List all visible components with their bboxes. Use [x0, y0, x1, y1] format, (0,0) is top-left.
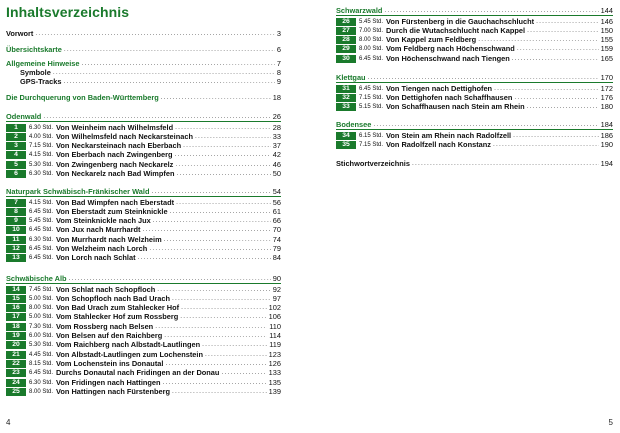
dot-leader [175, 161, 270, 169]
page-ref: 135 [268, 377, 281, 387]
page-ref: 150 [600, 25, 613, 35]
route-title: Von Kappel zum Feldberg [386, 35, 477, 45]
route-number-badge: 31 [336, 85, 356, 93]
route-title: Von Neckarelz nach Bad Wimpfen [56, 169, 175, 178]
page-ref: 184 [600, 119, 613, 129]
page-ref: 84 [272, 253, 281, 263]
route-number-badge: 29 [336, 45, 356, 53]
dot-leader [221, 369, 266, 377]
route-entry[interactable] [6, 170, 281, 179]
route-entry[interactable] [6, 294, 281, 303]
route-duration: 5.30 Std. [29, 161, 54, 168]
route-duration: 6.30 Std. [29, 171, 54, 177]
page-ref: 3 [276, 28, 281, 38]
index-label: Stichwortverzeichnis [336, 158, 410, 168]
route-number-badge: 34 [336, 132, 356, 140]
group-separator [6, 121, 281, 122]
dot-leader [180, 313, 266, 321]
page-ref: 190 [600, 139, 613, 149]
route-duration: 4.00 Std. [29, 133, 54, 140]
dot-leader [172, 295, 271, 303]
page-ref: 165 [600, 53, 613, 63]
dot-leader [164, 236, 271, 244]
route-title: Von Welzheim nach Lorch [56, 244, 148, 253]
route-number-badge: 28 [336, 36, 356, 44]
route-entry[interactable] [6, 207, 281, 216]
route-title: Von Zwingenberg nach Neckarelz [56, 159, 174, 169]
dot-leader [43, 113, 270, 121]
page-ref: 90 [272, 273, 281, 283]
route-entry[interactable] [336, 17, 613, 26]
route-title: Von Schlat nach Schopfloch [56, 284, 156, 294]
route-entry[interactable] [6, 235, 281, 244]
route-title: Von Eberstadt zum Steinknickle [56, 206, 168, 216]
route-duration: 8.15 Std. [29, 360, 54, 367]
route-number-badge: 11 [6, 236, 26, 244]
route-number-badge: 4 [6, 151, 26, 159]
route-entry[interactable] [336, 54, 613, 63]
dot-leader [155, 323, 267, 331]
entry-label: Symbole [20, 67, 51, 77]
dot-leader [153, 217, 271, 225]
page-ref: 28 [272, 122, 281, 132]
dot-leader [165, 360, 266, 368]
dot-leader [82, 60, 275, 68]
dot-leader [175, 124, 271, 132]
route-entry[interactable] [336, 45, 613, 54]
page-ref: 9 [276, 76, 281, 86]
route-title: Von Lorch nach Schlat [56, 253, 136, 263]
route-number-badge: 16 [6, 304, 26, 312]
route-entry[interactable] [6, 313, 281, 322]
route-title: Von Wilhelmsfeld nach Neckarsteinach [56, 131, 193, 141]
page-ref: 26 [272, 111, 281, 121]
toc-entry[interactable] [20, 68, 281, 77]
page-ref: 33 [272, 131, 281, 141]
page-ref: 61 [272, 206, 281, 216]
page-ref: 176 [600, 92, 613, 102]
dot-leader [172, 388, 267, 396]
route-title: Von Stein am Rhein nach Radolfzell [386, 130, 512, 140]
route-duration: 4.15 Std. [29, 199, 54, 206]
dot-leader [175, 151, 271, 159]
route-duration: 7.45 Std. [29, 286, 54, 293]
dot-leader [138, 254, 271, 262]
page-number-right: 5 [608, 418, 613, 427]
route-number-badge: 35 [336, 141, 356, 149]
toc-entry[interactable] [6, 93, 281, 102]
group-heading[interactable] [336, 6, 613, 15]
route-entry[interactable] [6, 304, 281, 313]
route-duration: 5.45 Std. [359, 18, 384, 25]
route-number-badge: 10 [6, 226, 26, 234]
right-page [310, 0, 620, 433]
route-duration: 6.30 Std. [29, 124, 54, 131]
route-entry[interactable] [6, 332, 281, 341]
dot-leader [64, 46, 275, 54]
route-number-badge: 8 [6, 208, 26, 216]
dot-leader [412, 160, 599, 168]
route-entry[interactable] [6, 123, 281, 132]
route-duration: 6.45 Std. [29, 227, 54, 234]
route-duration: 6.45 Std. [29, 255, 54, 262]
dot-leader [202, 341, 267, 349]
route-duration: 4.45 Std. [29, 351, 54, 358]
dot-leader [514, 94, 598, 102]
route-title: Von Eberbach nach Zwingenberg [56, 150, 173, 160]
route-title: Von Neckarsteinach nach Eberbach [56, 141, 182, 151]
route-title: Von Höchenschwand nach Tiengen [386, 53, 510, 63]
route-entry[interactable] [6, 387, 281, 396]
route-number-badge: 19 [6, 332, 26, 340]
route-entry[interactable] [6, 322, 281, 331]
route-number-badge: 2 [6, 133, 26, 141]
route-number-badge: 12 [6, 245, 26, 253]
route-title: Vom Stahlecker Hof zum Rossberg [56, 312, 179, 322]
group-name: Klettgau [336, 72, 366, 82]
route-number-badge: 22 [6, 360, 26, 368]
route-entry[interactable] [6, 217, 281, 226]
page-ref: 92 [272, 284, 281, 294]
page-ref: 123 [268, 349, 281, 359]
page-ref: 144 [600, 5, 613, 15]
page-ref: 146 [600, 16, 613, 26]
dot-leader [517, 45, 599, 53]
dot-leader [151, 188, 270, 196]
route-entry[interactable] [6, 341, 281, 350]
group-separator [336, 82, 613, 83]
dot-leader [181, 304, 267, 312]
page-ref: 186 [600, 130, 613, 140]
page-ref: 79 [272, 244, 281, 253]
page-ref: 74 [272, 234, 281, 244]
page-ref: 180 [600, 102, 613, 112]
dot-leader [176, 199, 271, 207]
page-ref: 54 [272, 186, 281, 196]
group-name: Schwarzwald [336, 5, 383, 15]
page-ref: 133 [268, 368, 281, 378]
route-number-badge: 27 [336, 27, 356, 35]
entry-label: Allgemeine Hinweise [6, 58, 80, 68]
route-entry[interactable] [6, 142, 281, 151]
route-number-badge: 23 [6, 369, 26, 377]
route-entry[interactable] [6, 378, 281, 387]
route-entry[interactable] [336, 103, 613, 112]
route-entry[interactable] [6, 198, 281, 207]
dot-leader [536, 18, 599, 26]
route-duration: 8.00 Std. [359, 46, 384, 53]
page-ref: 56 [272, 197, 281, 207]
page-ref: 102 [268, 303, 281, 313]
dot-leader [149, 245, 270, 253]
group-heading[interactable] [336, 73, 613, 82]
route-number-badge: 9 [6, 217, 26, 225]
route-duration: 6.30 Std. [29, 236, 54, 243]
route-title: Durch die Wutachschlucht nach Kappel [386, 25, 526, 35]
dot-leader [368, 74, 599, 82]
route-number-badge: 18 [6, 323, 26, 331]
group-heading[interactable] [336, 120, 613, 129]
group-heading[interactable] [6, 274, 281, 283]
route-duration: 8.00 Std. [29, 388, 54, 395]
page-ref: 126 [268, 358, 281, 368]
page-ref: 110 [269, 321, 281, 331]
route-title: Von Jux nach Murrhardt [56, 225, 141, 235]
route-title: Von Bad Wimpfen nach Eberstadt [56, 197, 175, 207]
route-number-badge: 21 [6, 351, 26, 359]
route-entry[interactable] [336, 131, 613, 140]
route-duration: 6.00 Std. [29, 333, 54, 339]
route-duration: 8.00 Std. [359, 37, 384, 44]
dot-leader [161, 94, 271, 102]
dot-leader [527, 27, 599, 35]
route-duration: 5.00 Std. [29, 295, 54, 302]
dot-leader [69, 275, 271, 283]
route-entry[interactable] [6, 245, 281, 254]
route-duration: 7.15 Std. [359, 94, 384, 101]
page-ref: 8 [276, 67, 281, 77]
group-name: Naturpark Schwäbisch-Fränkischer Wald [6, 186, 150, 196]
dot-leader [142, 226, 270, 234]
route-number-badge: 15 [6, 295, 26, 303]
route-entry[interactable] [6, 369, 281, 378]
route-number-badge: 5 [6, 161, 26, 169]
route-duration: 5.30 Std. [29, 342, 54, 349]
route-entry[interactable] [336, 93, 613, 102]
page-ref: 139 [268, 386, 281, 396]
dot-leader [164, 332, 267, 340]
toc-title: Inhaltsverzeichnis [6, 4, 130, 20]
page-ref: 159 [600, 44, 613, 54]
page-ref: 7 [276, 58, 281, 68]
dot-leader [195, 133, 271, 141]
route-number-badge: 13 [6, 254, 26, 262]
route-duration: 7.30 Std. [29, 323, 54, 330]
page-ref: 50 [272, 169, 281, 178]
dot-leader [64, 78, 275, 86]
route-title: Von Schaffhausen nach Stein am Rhein [386, 102, 525, 112]
route-number-badge: 1 [6, 124, 26, 132]
page-ref: 70 [272, 225, 281, 235]
dot-leader [176, 170, 270, 178]
page-ref: 6 [276, 44, 281, 54]
page-ref: 114 [269, 331, 281, 340]
group-heading[interactable] [6, 187, 281, 196]
route-entry[interactable] [336, 36, 613, 45]
route-entry[interactable] [6, 350, 281, 359]
page-ref: 155 [600, 35, 613, 45]
page-number-left: 4 [6, 418, 11, 427]
route-duration: 4.15 Std. [29, 152, 54, 159]
dot-leader [35, 30, 275, 38]
group-separator [336, 15, 613, 16]
route-number-badge: 24 [6, 379, 26, 387]
group-separator [336, 129, 613, 130]
dot-leader [205, 351, 267, 359]
route-duration: 6.45 Std. [29, 208, 54, 215]
route-title: Von Bad Urach zum Stahlecker Hof [56, 303, 180, 313]
route-entry[interactable] [6, 226, 281, 235]
dot-leader [53, 69, 275, 77]
route-title: Von Belsen auf den Raichberg [56, 331, 163, 340]
page-ref: 18 [272, 92, 281, 102]
route-title: Von Radolfzell nach Konstanz [386, 139, 491, 149]
route-duration: 6.30 Std. [29, 379, 54, 386]
route-duration: 7.15 Std. [359, 141, 384, 148]
toc-entry[interactable] [6, 29, 281, 38]
route-title: Vom Feldberg nach Höchenschwand [386, 44, 515, 54]
group-name: Odenwald [6, 111, 42, 121]
entry-label: Vorwort [6, 28, 34, 38]
route-entry[interactable] [336, 84, 613, 93]
dot-leader [170, 208, 271, 216]
route-entry[interactable] [6, 151, 281, 160]
route-number-badge: 17 [6, 313, 26, 321]
route-duration: 6.15 Std. [359, 132, 384, 139]
route-title: Von Weinheim nach Wilhelmsfeld [56, 122, 174, 132]
page-ref: 46 [272, 159, 281, 169]
dot-leader [494, 85, 599, 93]
route-title: Von Schopfloch nach Bad Urach [56, 293, 171, 303]
dot-leader [157, 286, 271, 294]
route-duration: 7.15 Std. [29, 143, 54, 150]
group-separator [6, 283, 281, 284]
route-title: Vom Steinknickle nach Jux [56, 216, 151, 226]
route-title: Von Dettighofen nach Schaffhausen [386, 92, 513, 102]
dot-leader [527, 103, 599, 111]
group-name: Bodensee [336, 119, 372, 129]
route-entry[interactable] [336, 26, 613, 35]
route-title: Vom Lochenstein ins Donautal [56, 358, 164, 368]
route-entry[interactable] [6, 160, 281, 169]
page-ref: 42 [272, 150, 281, 160]
group-heading[interactable] [6, 112, 281, 121]
route-title: Von Albstadt-Lautlingen zum Lochenstein [56, 349, 203, 359]
route-number-badge: 6 [6, 170, 26, 178]
route-duration: 6.45 Std. [29, 246, 54, 252]
route-entry[interactable] [336, 140, 613, 149]
route-duration: 6.45 Std. [359, 85, 384, 92]
route-duration: 5.00 Std. [29, 314, 54, 321]
page-ref: 119 [269, 340, 281, 350]
dot-leader [183, 142, 271, 150]
route-entry[interactable] [6, 359, 281, 368]
dot-leader [513, 132, 599, 140]
route-title: Von Tiengen nach Dettighofen [386, 83, 493, 93]
dot-leader [373, 121, 598, 129]
page-ref: 106 [268, 312, 281, 322]
route-duration: 7.00 Std. [359, 27, 384, 34]
dot-leader [163, 379, 267, 387]
route-number-badge: 30 [336, 55, 356, 63]
dot-leader [384, 7, 598, 15]
index-entry[interactable] [336, 159, 613, 168]
route-entry[interactable] [6, 132, 281, 141]
route-number-badge: 14 [6, 286, 26, 294]
toc-entry[interactable] [6, 59, 281, 68]
group-separator [6, 196, 281, 197]
route-entry[interactable] [6, 254, 281, 263]
route-duration: 8.00 Std. [29, 305, 54, 312]
page-ref: 194 [600, 158, 613, 168]
route-number-badge: 3 [6, 142, 26, 150]
route-duration: 6.45 Std. [359, 55, 384, 62]
dot-leader [493, 141, 599, 149]
route-title: Von Fürstenberg in die Gauchachschlucht [386, 16, 535, 26]
route-duration: 6.45 Std. [29, 370, 54, 377]
route-title: Durchs Donautal nach Fridingen an der Donau [56, 368, 220, 378]
route-title: Vom Raichberg nach Albstadt-Lautlingen [56, 340, 201, 350]
page-ref: 37 [272, 141, 281, 151]
route-number-badge: 26 [336, 18, 356, 26]
route-duration: 5.45 Std. [29, 218, 54, 225]
entry-label: Übersichtskarte [6, 44, 62, 54]
route-title: Von Hattingen nach Fürstenberg [56, 386, 171, 396]
toc-entry[interactable] [20, 77, 281, 86]
toc-entry[interactable] [6, 45, 281, 54]
route-title: Von Murrhardt nach Welzheim [56, 234, 162, 244]
page-ref: 97 [272, 293, 281, 303]
page-ref: 170 [600, 72, 613, 82]
entry-label: GPS-Tracks [20, 76, 62, 86]
dot-leader [512, 55, 599, 63]
route-duration: 5.15 Std. [359, 104, 384, 111]
route-number-badge: 7 [6, 199, 26, 207]
route-number-badge: 20 [6, 341, 26, 349]
group-name: Schwäbische Alb [6, 273, 67, 283]
route-number-badge: 33 [336, 103, 356, 111]
route-title: Vom Rossberg nach Belsen [56, 321, 154, 331]
dot-leader [478, 36, 598, 44]
page-ref: 66 [272, 216, 281, 226]
route-title: Von Fridingen nach Hattingen [56, 377, 161, 387]
page-ref: 172 [600, 83, 613, 93]
route-number-badge: 32 [336, 94, 356, 102]
entry-label: Die Durchquerung von Baden-Württemberg [6, 92, 159, 102]
route-number-badge: 25 [6, 388, 26, 396]
route-entry[interactable] [6, 285, 281, 294]
